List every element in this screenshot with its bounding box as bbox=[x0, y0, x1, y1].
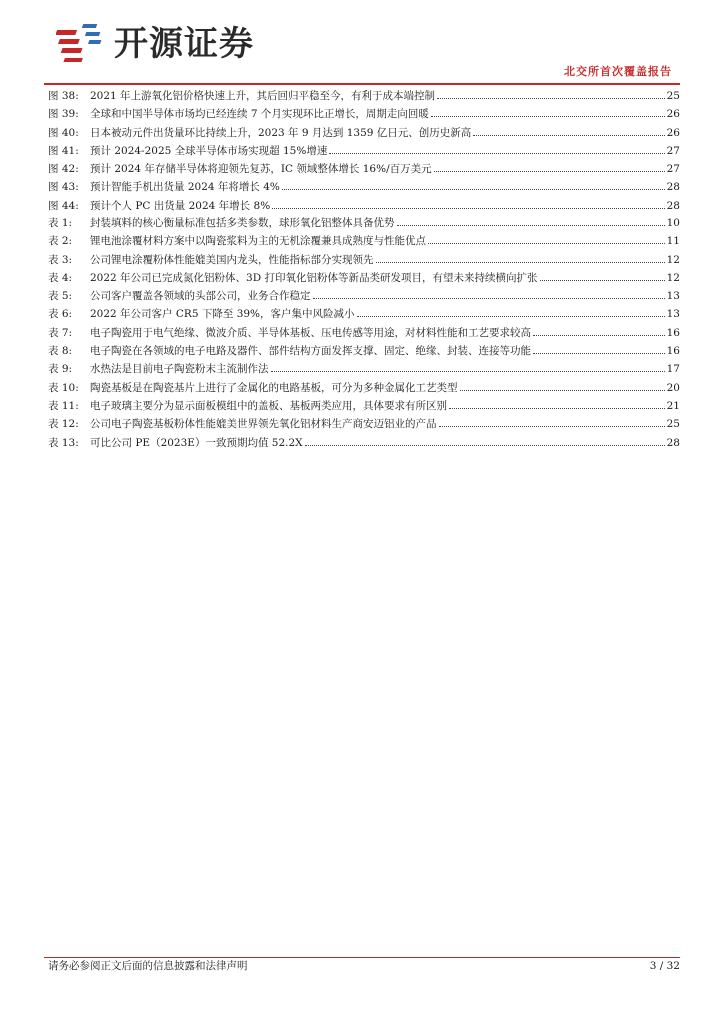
table-label: 表 6: bbox=[48, 308, 73, 321]
page-ref: 28 bbox=[666, 199, 680, 212]
figure-entry[interactable] bbox=[48, 142, 680, 160]
table-label: 表 1: bbox=[48, 217, 73, 229]
leader-dots bbox=[376, 261, 665, 263]
page-ref: 25 bbox=[666, 418, 680, 431]
leader-dots bbox=[439, 425, 665, 427]
figure-label: 图 44: bbox=[48, 199, 79, 212]
figure-entry[interactable] bbox=[48, 160, 680, 178]
figure-label: 图 39: bbox=[48, 108, 79, 121]
leader-dots bbox=[329, 152, 664, 154]
page-ref: 28 bbox=[666, 181, 680, 194]
page-ref: 26 bbox=[666, 126, 680, 139]
page-ref: 17 bbox=[666, 363, 680, 376]
table-title: 公司电子陶瓷基板粉体性能媲美世界领先氧化铝材料生产商安迈铝业的产品 bbox=[90, 418, 437, 431]
table-title: 锂电池涂覆材料方案中以陶瓷浆料为主的无机涂覆兼具成熟度与性能优点 bbox=[90, 235, 426, 248]
page-ref: 26 bbox=[666, 108, 680, 121]
figure-entry[interactable] bbox=[48, 124, 680, 142]
leader-dots bbox=[305, 444, 665, 446]
leader-dots bbox=[434, 170, 665, 172]
table-title: 可比公司 PE（2023E）一致预期均值 52.2X bbox=[90, 436, 303, 449]
figure-entry[interactable] bbox=[48, 197, 680, 215]
table-label: 表 9: bbox=[48, 363, 73, 376]
page-ref: 11 bbox=[666, 235, 680, 248]
table-title: 电子玻璃主要分为显示面板模组中的盖板、基板两类应用，具体要求有所区别 bbox=[90, 399, 447, 412]
table-title: 2022 年公司已完成氮化铝粉体、3D 打印氧化铝粉体等新品类研发项目，有望未来持续横向扩张 bbox=[90, 271, 538, 284]
figure-label: 图 42: bbox=[48, 163, 79, 176]
table-title: 电子陶瓷在各领域的电子电路及器件、部件结构方面发挥支撑、固定、绝缘、封装、连接等功能 bbox=[90, 345, 531, 358]
page-header bbox=[0, 0, 724, 86]
report-type-label: 北交所首次覆盖报告 bbox=[564, 65, 672, 78]
figure-title: 预计 2024-2025 全球半导体市场实现超 15%增速 bbox=[90, 144, 328, 157]
leader-dots bbox=[397, 224, 665, 226]
leader-dots bbox=[272, 207, 664, 209]
table-entry[interactable] bbox=[48, 379, 680, 397]
leader-dots bbox=[431, 115, 665, 117]
leader-dots bbox=[313, 297, 665, 299]
table-label: 表 4: bbox=[48, 271, 73, 284]
page-ref: 10 bbox=[666, 217, 680, 229]
figure-label: 图 41: bbox=[48, 144, 79, 157]
table-entry[interactable] bbox=[48, 305, 680, 323]
figure-title: 2021 年上游氧化铝价格快速上升，其后回归平稳至今，有利于成本端控制 bbox=[90, 90, 436, 102]
table-label: 表 3: bbox=[48, 253, 73, 266]
table-entry[interactable] bbox=[48, 214, 680, 232]
table-title: 陶瓷基板是在陶瓷基片上进行了金属化的电路基板，可分为多种金属化工艺类型 bbox=[90, 381, 458, 394]
table-entry[interactable] bbox=[48, 269, 680, 287]
table-label: 表 11: bbox=[48, 399, 79, 412]
figure-title: 日本被动元件出货量环比持续上升，2023 年 9 月达到 1359 亿日元、创历史新高 bbox=[90, 126, 472, 139]
figure-title: 全球和中国半导体市场均已经连续 7 个月实现环比正增长，周期走向回暖 bbox=[90, 108, 429, 121]
leader-dots bbox=[473, 134, 664, 136]
leader-dots bbox=[428, 242, 665, 244]
table-entry[interactable] bbox=[48, 342, 680, 360]
footer-disclaimer: 请务必参阅正文后面的信息披露和法律声明 bbox=[48, 960, 248, 972]
page-ref: 12 bbox=[666, 271, 680, 284]
page-ref: 13 bbox=[666, 308, 680, 321]
leader-dots bbox=[540, 279, 665, 281]
leader-dots bbox=[437, 97, 665, 99]
table-entry[interactable] bbox=[48, 287, 680, 305]
brand-name: 开源证券 bbox=[114, 24, 254, 64]
table-label: 表 12: bbox=[48, 418, 79, 431]
page-ref: 16 bbox=[666, 326, 680, 339]
leader-dots bbox=[271, 370, 665, 372]
table-label: 表 5: bbox=[48, 290, 73, 303]
table-title: 公司客户覆盖各领域的头部公司，业务合作稳定 bbox=[90, 290, 311, 303]
page-ref: 12 bbox=[666, 253, 680, 266]
brand-logo bbox=[56, 22, 276, 68]
table-title: 电子陶瓷用于电气绝缘、微波介质、半导体基板、压电传感等用途，对材料性能和工艺要求较高 bbox=[90, 326, 531, 339]
leader-dots bbox=[460, 389, 665, 391]
table-entry[interactable] bbox=[48, 434, 680, 452]
figure-title: 预计 2024 年存储半导体将迎领先复苏，IC 领域整体增长 16%/百万美元 bbox=[90, 163, 432, 176]
page-ref: 27 bbox=[666, 163, 680, 176]
table-label: 表 8: bbox=[48, 345, 73, 358]
table-label: 表 13: bbox=[48, 436, 79, 449]
figure-title: 预计个人 PC 出货量 2024 年增长 8% bbox=[90, 199, 271, 212]
table-entry[interactable] bbox=[48, 397, 680, 415]
leader-dots bbox=[449, 407, 665, 409]
page-ref: 27 bbox=[666, 144, 680, 157]
figure-entry[interactable] bbox=[48, 87, 680, 105]
figure-index bbox=[48, 87, 680, 215]
page-number: 3 / 32 bbox=[649, 960, 680, 972]
page-ref: 13 bbox=[666, 290, 680, 303]
page-ref: 16 bbox=[666, 345, 680, 358]
figure-entry[interactable] bbox=[48, 105, 680, 123]
table-title: 封装填料的核心衡量标准包括多类参数，球形氧化铝整体具备优势 bbox=[90, 217, 395, 229]
leader-dots bbox=[282, 188, 665, 190]
table-entry[interactable] bbox=[48, 251, 680, 269]
leader-dots bbox=[533, 334, 665, 336]
table-label: 表 7: bbox=[48, 326, 73, 339]
figure-label: 图 40: bbox=[48, 126, 79, 139]
table-title: 水热法是目前电子陶瓷粉末主流制作法 bbox=[90, 363, 269, 376]
table-label: 表 10: bbox=[48, 381, 79, 394]
leader-dots bbox=[357, 315, 665, 317]
header-divider bbox=[44, 83, 680, 85]
table-label: 表 2: bbox=[48, 235, 73, 248]
table-entry[interactable] bbox=[48, 324, 680, 342]
table-entry[interactable] bbox=[48, 360, 680, 378]
figure-label: 图 43: bbox=[48, 181, 79, 194]
table-entry[interactable] bbox=[48, 232, 680, 250]
page-ref: 20 bbox=[666, 381, 680, 394]
figure-label: 图 38: bbox=[48, 90, 79, 102]
table-title: 公司锂电涂覆粉体性能媲美国内龙头，性能指标部分实现领先 bbox=[90, 253, 374, 266]
leader-dots bbox=[533, 352, 665, 354]
footer-divider bbox=[44, 957, 680, 958]
table-entry[interactable] bbox=[48, 415, 680, 433]
page-ref: 21 bbox=[666, 399, 680, 412]
table-index bbox=[48, 214, 680, 452]
page-ref: 25 bbox=[666, 90, 680, 102]
table-title: 2022 年公司客户 CR5 下降至 39%，客户集中风险减小 bbox=[90, 308, 355, 321]
figure-entry[interactable] bbox=[48, 178, 680, 196]
figure-title: 预计智能手机出货量 2024 年将增长 4% bbox=[90, 181, 280, 194]
kaiyuan-logo-icon bbox=[56, 22, 108, 68]
page-ref: 28 bbox=[666, 436, 680, 449]
